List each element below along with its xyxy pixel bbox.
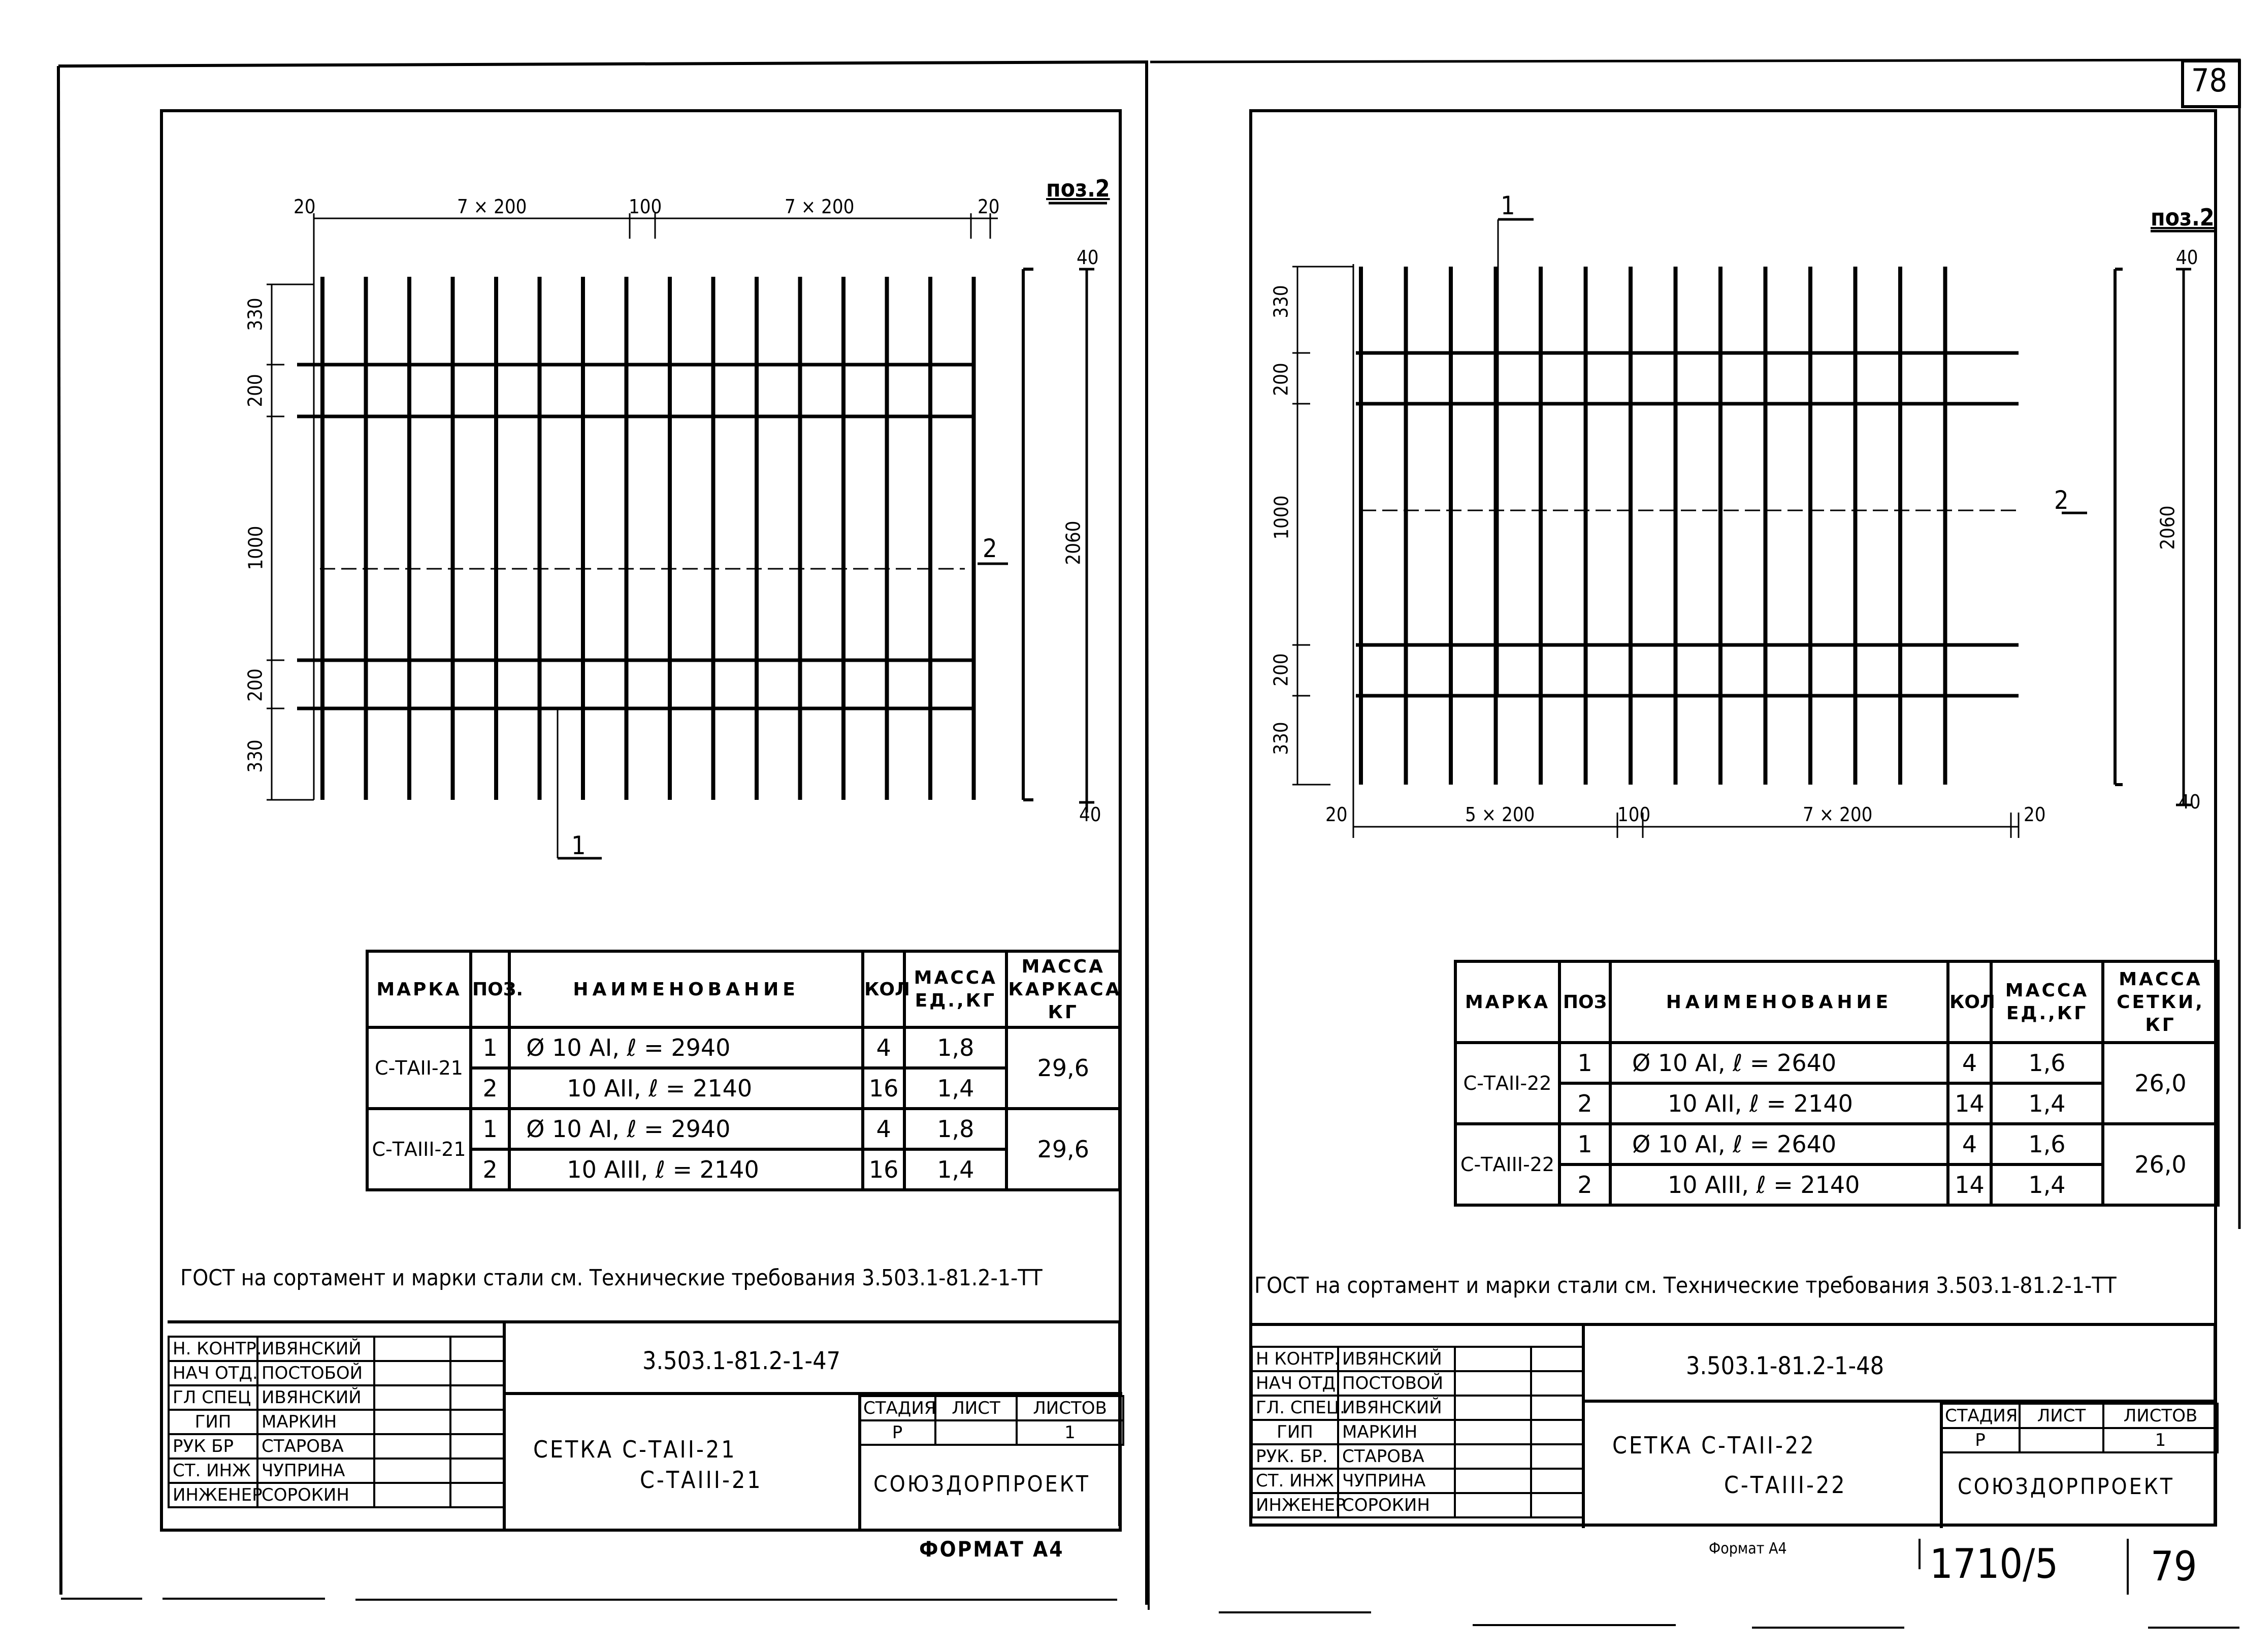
col-header-name: НАИМЕНОВАНИЕ	[1610, 961, 1948, 1043]
name-cell: Ø 10 АI, ℓ = 2940	[509, 1109, 863, 1149]
signature	[374, 1434, 450, 1459]
spec-table-left	[366, 950, 1121, 1191]
date	[450, 1361, 504, 1385]
pos-label: поз.2	[2151, 204, 2215, 231]
dim-v-330-top: 330	[1270, 285, 1292, 318]
total-mass-cell: 26,0	[2103, 1043, 2218, 1124]
people-table-left	[168, 1336, 505, 1508]
callout-2: 2	[983, 534, 997, 563]
dim-v-330-top: 330	[244, 298, 267, 331]
callout-1: 1	[1501, 191, 1515, 220]
role: ИНЖЕНЕР	[169, 1483, 257, 1507]
person: ИВЯНСКИЙ	[257, 1337, 374, 1361]
person: СТАРОВА	[1338, 1444, 1455, 1469]
sheets-label: ЛИСТОВ	[2103, 1404, 2218, 1428]
mark-cell: С-ТАII-22	[1455, 1043, 1559, 1124]
signature	[1455, 1347, 1531, 1371]
mesh-right	[1356, 267, 2019, 785]
sheets-label: ЛИСТОВ	[1017, 1396, 1123, 1420]
col-header-total-mass: МАССА СЕТКИ, КГ	[2103, 961, 2218, 1043]
person: ЧУПРИНА	[257, 1459, 374, 1483]
person: МАРКИН	[257, 1410, 374, 1434]
dim-r-2060: 2060	[2156, 505, 2179, 550]
role: Н КОНТР.	[1252, 1347, 1338, 1371]
dim-right-edge: 20	[2024, 803, 2046, 826]
doc-code: 3.503.1-81.2-1-48	[1686, 1352, 1884, 1380]
role: РУК БР	[169, 1434, 257, 1459]
unit-mass-cell: 1,8	[904, 1109, 1006, 1149]
person: СОРОКИН	[257, 1483, 374, 1507]
date	[1531, 1469, 1583, 1493]
dim-v-200-bottom: 200	[1270, 653, 1292, 687]
dim-left-span-1: 7 × 200	[457, 196, 527, 218]
stage-value: Р	[859, 1420, 935, 1445]
page-number-top: 78	[2191, 62, 2227, 99]
pos-label: поз.2	[1046, 175, 1110, 202]
unit-mass-cell: 1,4	[904, 1149, 1006, 1190]
spec-table-right	[1454, 960, 2220, 1207]
name-cell: Ø 10 АI, ℓ = 2640	[1610, 1043, 1948, 1083]
date	[450, 1337, 504, 1361]
sheets-value: 1	[2103, 1428, 2218, 1452]
sheet-value	[935, 1420, 1017, 1445]
dim-v-200-top: 200	[244, 374, 267, 407]
date	[1531, 1493, 1583, 1517]
doc-code: 3.503.1-81.2-1-47	[642, 1347, 841, 1375]
dim-r-40-bottom: 40	[1079, 803, 1101, 826]
date	[450, 1459, 504, 1483]
pos-cell: 2	[471, 1068, 509, 1109]
date	[1531, 1420, 1583, 1444]
col-header-qty: КОЛ	[863, 951, 904, 1027]
dim-right-edge: 20	[978, 196, 1000, 218]
stage-table	[1940, 1403, 2219, 1453]
format-label: ФОРМАТ А4	[919, 1537, 1064, 1562]
qty-cell: 14	[1948, 1164, 1991, 1205]
pos-cell: 1	[1559, 1043, 1610, 1083]
signature	[1455, 1493, 1531, 1517]
person: СТАРОВА	[257, 1434, 374, 1459]
org-name: СОЮЗДОРПРОЕКТ	[1958, 1474, 2174, 1500]
col-header-name: НАИМЕНОВАНИЕ	[509, 951, 863, 1027]
unit-mass-cell: 1,6	[1991, 1124, 2103, 1164]
name-cell: 10 АIII, ℓ = 2140	[1610, 1164, 1948, 1205]
name-cell: 10 АII, ℓ = 2140	[509, 1068, 863, 1109]
mark-cell: С-ТАII-21	[367, 1027, 471, 1109]
pos-cell: 1	[1559, 1124, 1610, 1164]
dim-v-330-bottom: 330	[1270, 722, 1292, 755]
sheet-value	[2020, 1428, 2103, 1452]
stage-value: Р	[1941, 1428, 2020, 1452]
role: ГЛ. СПЕЦ.	[1252, 1396, 1338, 1420]
qty-cell: 4	[1948, 1043, 1991, 1083]
total-mass-cell: 29,6	[1006, 1027, 1120, 1109]
role: НАЧ ОТД	[1252, 1371, 1338, 1396]
dim-v-1000: 1000	[1270, 495, 1293, 540]
date	[450, 1483, 504, 1507]
dim-v-1000: 1000	[244, 526, 267, 570]
role: ГЛ СПЕЦ	[169, 1385, 257, 1410]
sheet-label: ЛИСТ	[2020, 1404, 2103, 1428]
signature	[374, 1483, 450, 1507]
dim-v-200-top: 200	[1270, 363, 1292, 396]
dim-r-40-bottom: 40	[2179, 791, 2201, 813]
mark-cell: С-ТАIII-21	[367, 1109, 471, 1190]
signature	[374, 1361, 450, 1385]
total-mass-cell: 29,6	[1006, 1109, 1120, 1190]
person: МАРКИН	[1338, 1420, 1455, 1444]
qty-cell: 4	[863, 1109, 904, 1149]
name-cell: 10 АIII, ℓ = 2140	[509, 1149, 863, 1190]
sheet-label: ЛИСТ	[935, 1396, 1017, 1420]
dim-left-edge: 20	[294, 196, 316, 218]
dim-r-2060: 2060	[1062, 521, 1085, 565]
stage-label: СТАДИЯ	[1941, 1404, 2020, 1428]
unit-mass-cell: 1,4	[904, 1068, 1006, 1109]
people-table-right	[1251, 1346, 1584, 1518]
col-header-qty: КОЛ	[1948, 961, 1991, 1043]
person: ПОСТОБОЙ	[257, 1361, 374, 1385]
person: ИВЯНСКИЙ	[1338, 1396, 1455, 1420]
mark-cell: С-ТАIII-22	[1455, 1124, 1559, 1205]
qty-cell: 4	[863, 1027, 904, 1068]
gost-note: ГОСТ на сортамент и марки стали см. Технические требования 3.503.1-81.2-1-ТТ	[1254, 1273, 2117, 1299]
signature	[1455, 1396, 1531, 1420]
role: СТ. ИНЖ	[1252, 1469, 1338, 1493]
role: СТ. ИНЖ	[169, 1459, 257, 1483]
unit-mass-cell: 1,8	[904, 1027, 1006, 1068]
doc-title-2: С-ТАIII-21	[640, 1466, 763, 1494]
page-number-bottom: 79	[2151, 1543, 2197, 1590]
date	[1531, 1396, 1583, 1420]
doc-title: СЕТКА С-ТАII-22	[1612, 1432, 1816, 1459]
doc-title-2: С-ТАIII-22	[1724, 1471, 1847, 1499]
dim-v-200-bottom: 200	[244, 668, 267, 702]
date	[1531, 1371, 1583, 1396]
sheets-value: 1	[1017, 1420, 1123, 1445]
dim-center-gap: 100	[1617, 803, 1651, 826]
date	[450, 1410, 504, 1434]
dim-v-330-bottom: 330	[244, 739, 267, 773]
person: ПОСТОВОЙ	[1338, 1371, 1455, 1396]
unit-mass-cell: 1,4	[1991, 1164, 2103, 1205]
signature	[374, 1385, 450, 1410]
col-header-mark: МАРКА	[367, 951, 471, 1027]
person: ИВЯНСКИЙ	[257, 1385, 374, 1410]
dim-left-edge: 20	[1325, 803, 1348, 826]
qty-cell: 16	[863, 1068, 904, 1109]
doc-title: СЕТКА С-ТАII-21	[533, 1436, 737, 1463]
qty-cell: 16	[863, 1149, 904, 1190]
signature	[374, 1337, 450, 1361]
pos-cell: 1	[471, 1109, 509, 1149]
col-header-total-mass: МАССА КАРКАСА КГ	[1006, 951, 1120, 1027]
signature	[374, 1459, 450, 1483]
total-mass-cell: 26,0	[2103, 1124, 2218, 1205]
dim-r-40-top: 40	[2176, 246, 2198, 269]
col-header-pos: ПОЗ.	[471, 951, 509, 1027]
signature	[1455, 1420, 1531, 1444]
name-cell: Ø 10 АI, ℓ = 2940	[509, 1027, 863, 1068]
date	[450, 1385, 504, 1410]
dim-span-1: 5 × 200	[1465, 803, 1535, 826]
pos-cell: 1	[471, 1027, 509, 1068]
col-header-pos: ПОЗ	[1559, 961, 1610, 1043]
stage-table	[858, 1395, 1124, 1446]
qty-cell: 14	[1948, 1083, 1991, 1124]
dim-span-2: 7 × 200	[1803, 803, 1873, 826]
unit-mass-cell: 1,4	[1991, 1083, 2103, 1124]
pos-cell: 2	[471, 1149, 509, 1190]
pos-cell: 2	[1559, 1164, 1610, 1205]
signature	[1455, 1469, 1531, 1493]
signature	[374, 1410, 450, 1434]
pos-cell: 2	[1559, 1083, 1610, 1124]
date	[450, 1434, 504, 1459]
stage-label: СТАДИЯ	[859, 1396, 935, 1420]
col-header-unit-mass: МАССА ЕД.,КГ	[1991, 961, 2103, 1043]
col-header-mark: МАРКА	[1455, 961, 1559, 1043]
gost-note: ГОСТ на сортамент и марки стали см. Технические требования 3.503.1-81.2-1-ТТ	[180, 1265, 1043, 1291]
date	[1531, 1444, 1583, 1469]
dim-r-40-top: 40	[1077, 246, 1099, 269]
role: Н. КОНТР.	[169, 1337, 257, 1361]
role: ИНЖЕНЕР	[1252, 1493, 1338, 1517]
person: ИВЯНСКИЙ	[1338, 1347, 1455, 1371]
signature	[1455, 1371, 1531, 1396]
signature	[1455, 1444, 1531, 1469]
role: ГИП	[1252, 1420, 1338, 1444]
qty-cell: 4	[1948, 1124, 1991, 1164]
callout-2: 2	[2054, 485, 2069, 515]
col-header-unit-mass: МАССА ЕД.,КГ	[904, 951, 1006, 1027]
person: СОРОКИН	[1338, 1493, 1455, 1517]
sheet-code-bottom: 1710/5	[1930, 1540, 2059, 1588]
role: ГИП	[169, 1410, 257, 1434]
callout-1: 1	[571, 831, 586, 860]
dim-center-gap: 100	[629, 196, 662, 218]
role: РУК. БР.	[1252, 1444, 1338, 1469]
person: ЧУПРИНА	[1338, 1469, 1455, 1493]
unit-mass-cell: 1,6	[1991, 1043, 2103, 1083]
dim-left-span-2: 7 × 200	[785, 196, 855, 218]
date	[1531, 1347, 1583, 1371]
role: НАЧ ОТД.	[169, 1361, 257, 1385]
org-name: СОЮЗДОРПРОЕКТ	[873, 1471, 1090, 1497]
name-cell: 10 АII, ℓ = 2140	[1610, 1083, 1948, 1124]
format-label: Формат А4	[1709, 1540, 1787, 1558]
mesh-left	[297, 277, 975, 800]
name-cell: Ø 10 АI, ℓ = 2640	[1610, 1124, 1948, 1164]
